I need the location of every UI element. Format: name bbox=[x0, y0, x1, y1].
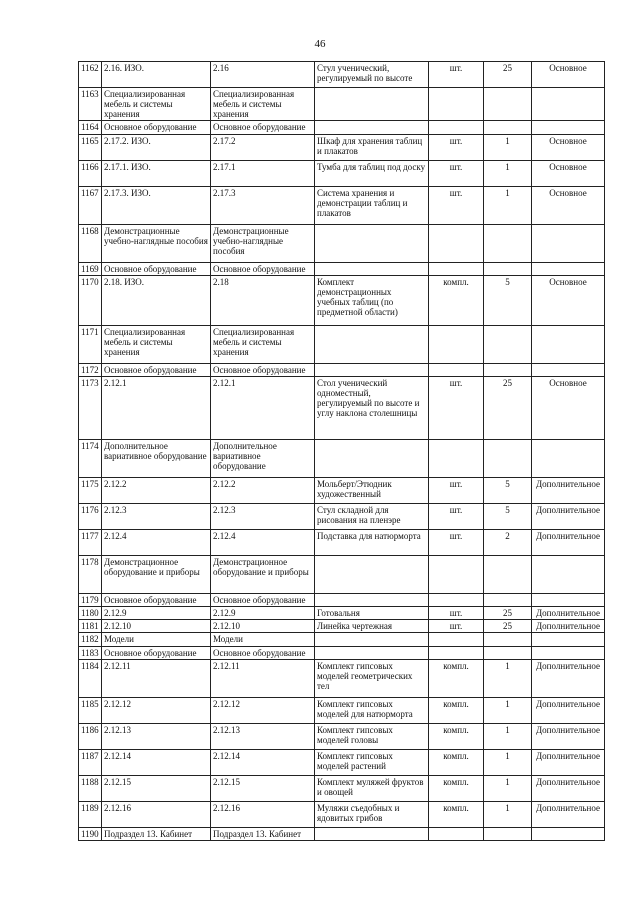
row-type bbox=[532, 439, 605, 477]
table-row bbox=[79, 593, 605, 606]
row-type: Основное bbox=[532, 134, 605, 160]
row-section: 2.12.16 bbox=[102, 801, 211, 827]
row-section: 2.12.11 bbox=[102, 659, 211, 697]
row-unit: шт. bbox=[429, 503, 484, 529]
row-quantity: 1 bbox=[484, 697, 532, 723]
row-type bbox=[532, 224, 605, 262]
row-number: 1174 bbox=[79, 439, 102, 477]
row-unit: шт. bbox=[429, 620, 484, 633]
table-row bbox=[79, 697, 605, 723]
row-section: 2.17.3. ИЗО. bbox=[102, 186, 211, 224]
row-quantity: 25 bbox=[484, 62, 532, 88]
row-name: Мольберт/Этюдник художественный bbox=[315, 477, 429, 503]
row-section: Дополнительное вариативное оборудование bbox=[102, 439, 211, 477]
row-name: Подставка для натюрморта bbox=[315, 529, 429, 555]
row-quantity bbox=[484, 88, 532, 121]
row-section: 2.12.15 bbox=[102, 775, 211, 801]
row-quantity bbox=[484, 633, 532, 646]
row-type bbox=[532, 593, 605, 606]
table-row bbox=[79, 121, 605, 134]
table-row bbox=[79, 62, 605, 88]
row-unit bbox=[429, 439, 484, 477]
row-type bbox=[532, 325, 605, 363]
row-code: Демонстрационные учебно-наглядные пособия bbox=[211, 224, 315, 262]
row-number: 1162 bbox=[79, 62, 102, 88]
row-number: 1184 bbox=[79, 659, 102, 697]
row-name: Комплект демонстрационных учебных таблиц (по предметной области) bbox=[315, 275, 429, 325]
row-type bbox=[532, 633, 605, 646]
row-unit: компл. bbox=[429, 801, 484, 827]
row-name: Стул ученический, регулируемый по высоте bbox=[315, 62, 429, 88]
row-code: 2.12.15 bbox=[211, 775, 315, 801]
row-section: Основное оборудование bbox=[102, 363, 211, 376]
row-quantity bbox=[484, 262, 532, 275]
row-number: 1163 bbox=[79, 88, 102, 121]
row-quantity bbox=[484, 439, 532, 477]
row-name: Тумба для таблиц под доску bbox=[315, 160, 429, 186]
row-unit: компл. bbox=[429, 723, 484, 749]
table-row bbox=[79, 659, 605, 697]
row-type: Основное bbox=[532, 186, 605, 224]
row-type bbox=[532, 555, 605, 593]
row-section: 2.12.14 bbox=[102, 749, 211, 775]
row-type: Дополнительное bbox=[532, 477, 605, 503]
row-section: 2.12.3 bbox=[102, 503, 211, 529]
row-type bbox=[532, 827, 605, 840]
row-code: Дополнительное вариативное оборудование bbox=[211, 439, 315, 477]
table-row bbox=[79, 477, 605, 503]
row-number: 1190 bbox=[79, 827, 102, 840]
row-name bbox=[315, 88, 429, 121]
row-code: Модели bbox=[211, 633, 315, 646]
row-unit bbox=[429, 646, 484, 659]
row-number: 1171 bbox=[79, 325, 102, 363]
row-section: 2.12.4 bbox=[102, 529, 211, 555]
row-name: Комплект гипсовых моделей головы bbox=[315, 723, 429, 749]
row-quantity bbox=[484, 224, 532, 262]
row-number: 1185 bbox=[79, 697, 102, 723]
row-name bbox=[315, 224, 429, 262]
row-code: 2.12.12 bbox=[211, 697, 315, 723]
row-name bbox=[315, 646, 429, 659]
row-quantity: 1 bbox=[484, 801, 532, 827]
row-number: 1177 bbox=[79, 529, 102, 555]
row-section: Модели bbox=[102, 633, 211, 646]
row-unit bbox=[429, 121, 484, 134]
row-name bbox=[315, 555, 429, 593]
row-type: Дополнительное bbox=[532, 697, 605, 723]
row-type bbox=[532, 646, 605, 659]
row-unit: компл. bbox=[429, 775, 484, 801]
row-unit bbox=[429, 593, 484, 606]
row-name bbox=[315, 593, 429, 606]
row-code: 2.17.1 bbox=[211, 160, 315, 186]
row-code: Специализированная мебель и системы хранения bbox=[211, 88, 315, 121]
row-number: 1173 bbox=[79, 376, 102, 439]
row-type: Дополнительное bbox=[532, 801, 605, 827]
row-number: 1176 bbox=[79, 503, 102, 529]
row-type: Основное bbox=[532, 160, 605, 186]
row-quantity bbox=[484, 363, 532, 376]
row-name bbox=[315, 363, 429, 376]
row-name bbox=[315, 325, 429, 363]
row-unit: шт. bbox=[429, 477, 484, 503]
table-row bbox=[79, 325, 605, 363]
row-name bbox=[315, 827, 429, 840]
row-code: 2.12.3 bbox=[211, 503, 315, 529]
table-row bbox=[79, 620, 605, 633]
table-row bbox=[79, 275, 605, 325]
row-name: Комплект гипсовых моделей растений bbox=[315, 749, 429, 775]
table-row bbox=[79, 827, 605, 840]
row-code: 2.12.13 bbox=[211, 723, 315, 749]
row-number: 1189 bbox=[79, 801, 102, 827]
row-unit: компл. bbox=[429, 749, 484, 775]
row-unit: шт. bbox=[429, 607, 484, 620]
row-number: 1186 bbox=[79, 723, 102, 749]
row-quantity: 1 bbox=[484, 186, 532, 224]
row-name: Стул складной для рисования на пленэре bbox=[315, 503, 429, 529]
row-number: 1178 bbox=[79, 555, 102, 593]
row-code: Основное оборудование bbox=[211, 363, 315, 376]
row-number: 1169 bbox=[79, 262, 102, 275]
row-number: 1170 bbox=[79, 275, 102, 325]
row-quantity bbox=[484, 646, 532, 659]
row-type: Дополнительное bbox=[532, 775, 605, 801]
row-code: 2.17.3 bbox=[211, 186, 315, 224]
row-unit: компл. bbox=[429, 659, 484, 697]
row-code: 2.17.2 bbox=[211, 134, 315, 160]
row-code: 2.18 bbox=[211, 275, 315, 325]
page-number: 46 bbox=[314, 38, 326, 50]
row-quantity bbox=[484, 555, 532, 593]
table-row bbox=[79, 607, 605, 620]
row-type bbox=[532, 262, 605, 275]
row-name bbox=[315, 439, 429, 477]
row-unit: шт. bbox=[429, 134, 484, 160]
table-row bbox=[79, 160, 605, 186]
row-quantity bbox=[484, 593, 532, 606]
table-row bbox=[79, 633, 605, 646]
row-code: 2.12.1 bbox=[211, 376, 315, 439]
row-number: 1168 bbox=[79, 224, 102, 262]
table-row bbox=[79, 749, 605, 775]
row-quantity: 5 bbox=[484, 275, 532, 325]
row-type: Основное bbox=[532, 62, 605, 88]
row-code: 2.12.2 bbox=[211, 477, 315, 503]
row-quantity: 5 bbox=[484, 477, 532, 503]
row-name: Комплект гипсовых моделей геометрических тел bbox=[315, 659, 429, 697]
row-unit bbox=[429, 555, 484, 593]
table-row bbox=[79, 801, 605, 827]
row-code: Подраздел 13. Кабинет bbox=[211, 827, 315, 840]
row-quantity bbox=[484, 827, 532, 840]
row-number: 1166 bbox=[79, 160, 102, 186]
table-row bbox=[79, 262, 605, 275]
row-unit: шт. bbox=[429, 160, 484, 186]
row-name: Система хранения и демонстрации таблиц и плакатов bbox=[315, 186, 429, 224]
row-code: 2.12.4 bbox=[211, 529, 315, 555]
row-section: 2.12.10 bbox=[102, 620, 211, 633]
row-section: 2.17.1. ИЗО. bbox=[102, 160, 211, 186]
row-unit: компл. bbox=[429, 697, 484, 723]
row-section: Специализированная мебель и системы хранения bbox=[102, 325, 211, 363]
row-quantity: 25 bbox=[484, 607, 532, 620]
row-number: 1180 bbox=[79, 607, 102, 620]
table-row bbox=[79, 503, 605, 529]
equipment-table bbox=[78, 61, 605, 841]
row-unit: шт. bbox=[429, 529, 484, 555]
row-type: Дополнительное bbox=[532, 503, 605, 529]
table-row bbox=[79, 363, 605, 376]
table-row bbox=[79, 439, 605, 477]
row-section: 2.16. ИЗО. bbox=[102, 62, 211, 88]
row-number: 1167 bbox=[79, 186, 102, 224]
row-type: Основное bbox=[532, 275, 605, 325]
row-number: 1187 bbox=[79, 749, 102, 775]
row-type: Основное bbox=[532, 376, 605, 439]
row-section: Подраздел 13. Кабинет bbox=[102, 827, 211, 840]
row-quantity: 5 bbox=[484, 503, 532, 529]
row-code: Основное оборудование bbox=[211, 593, 315, 606]
row-unit bbox=[429, 633, 484, 646]
row-section: 2.12.9 bbox=[102, 607, 211, 620]
row-unit: шт. bbox=[429, 186, 484, 224]
row-section: Основное оборудование bbox=[102, 593, 211, 606]
row-section: 2.12.2 bbox=[102, 477, 211, 503]
row-unit: шт. bbox=[429, 62, 484, 88]
row-type bbox=[532, 88, 605, 121]
row-number: 1179 bbox=[79, 593, 102, 606]
row-code: 2.12.10 bbox=[211, 620, 315, 633]
row-section: Основное оборудование bbox=[102, 646, 211, 659]
row-number: 1175 bbox=[79, 477, 102, 503]
row-type bbox=[532, 363, 605, 376]
row-number: 1188 bbox=[79, 775, 102, 801]
row-number: 1165 bbox=[79, 134, 102, 160]
row-type: Дополнительное bbox=[532, 723, 605, 749]
row-quantity: 25 bbox=[484, 620, 532, 633]
row-number: 1182 bbox=[79, 633, 102, 646]
table-row bbox=[79, 555, 605, 593]
table-row bbox=[79, 224, 605, 262]
row-section: 2.12.12 bbox=[102, 697, 211, 723]
row-name: Стол ученический одноместный, регулируемый по высоте и углу наклона столешницы bbox=[315, 376, 429, 439]
row-code: Основное оборудование bbox=[211, 262, 315, 275]
row-name: Муляжи съедобных и ядовитых грибов bbox=[315, 801, 429, 827]
table-row bbox=[79, 723, 605, 749]
row-number: 1181 bbox=[79, 620, 102, 633]
row-unit: шт. bbox=[429, 376, 484, 439]
row-section: Основное оборудование bbox=[102, 121, 211, 134]
row-name: Шкаф для хранения таблиц и плакатов bbox=[315, 134, 429, 160]
row-type: Дополнительное bbox=[532, 659, 605, 697]
row-name: Линейка чертежная bbox=[315, 620, 429, 633]
row-quantity: 1 bbox=[484, 775, 532, 801]
table-row bbox=[79, 646, 605, 659]
row-section: Специализированная мебель и системы хранения bbox=[102, 88, 211, 121]
row-name bbox=[315, 633, 429, 646]
row-code: 2.12.14 bbox=[211, 749, 315, 775]
row-section: 2.18. ИЗО. bbox=[102, 275, 211, 325]
row-unit: компл. bbox=[429, 275, 484, 325]
row-code: 2.12.11 bbox=[211, 659, 315, 697]
row-quantity: 1 bbox=[484, 723, 532, 749]
table-row bbox=[79, 134, 605, 160]
row-type: Дополнительное bbox=[532, 529, 605, 555]
row-number: 1172 bbox=[79, 363, 102, 376]
row-name: Готовальня bbox=[315, 607, 429, 620]
row-name bbox=[315, 262, 429, 275]
table-row bbox=[79, 376, 605, 439]
row-code: Специализированная мебель и системы хранения bbox=[211, 325, 315, 363]
row-quantity: 1 bbox=[484, 659, 532, 697]
row-type: Дополнительное bbox=[532, 620, 605, 633]
row-code: 2.12.9 bbox=[211, 607, 315, 620]
row-name: Комплект муляжей фруктов и овощей bbox=[315, 775, 429, 801]
row-type bbox=[532, 121, 605, 134]
row-unit bbox=[429, 325, 484, 363]
row-unit bbox=[429, 363, 484, 376]
row-name: Комплект гипсовых моделей для натюрморта bbox=[315, 697, 429, 723]
row-name bbox=[315, 121, 429, 134]
row-type: Дополнительное bbox=[532, 607, 605, 620]
row-code: Основное оборудование bbox=[211, 646, 315, 659]
row-number: 1183 bbox=[79, 646, 102, 659]
row-unit bbox=[429, 224, 484, 262]
row-code: 2.12.16 bbox=[211, 801, 315, 827]
row-quantity: 2 bbox=[484, 529, 532, 555]
table-row bbox=[79, 186, 605, 224]
row-section: Основное оборудование bbox=[102, 262, 211, 275]
table-row bbox=[79, 88, 605, 121]
table-row bbox=[79, 529, 605, 555]
row-unit bbox=[429, 827, 484, 840]
row-code: Демонстрационное оборудование и приборы bbox=[211, 555, 315, 593]
row-quantity: 1 bbox=[484, 749, 532, 775]
row-type: Дополнительное bbox=[532, 749, 605, 775]
row-section: Демонстрационные учебно-наглядные пособия bbox=[102, 224, 211, 262]
row-quantity bbox=[484, 325, 532, 363]
row-quantity: 1 bbox=[484, 134, 532, 160]
row-section: 2.12.1 bbox=[102, 376, 211, 439]
row-quantity bbox=[484, 121, 532, 134]
row-number: 1164 bbox=[79, 121, 102, 134]
row-quantity: 1 bbox=[484, 160, 532, 186]
table-body bbox=[79, 62, 605, 841]
row-section: 2.12.13 bbox=[102, 723, 211, 749]
row-code: 2.16 bbox=[211, 62, 315, 88]
row-section: 2.17.2. ИЗО. bbox=[102, 134, 211, 160]
row-code: Основное оборудование bbox=[211, 121, 315, 134]
row-unit bbox=[429, 88, 484, 121]
row-section: Демонстрационное оборудование и приборы bbox=[102, 555, 211, 593]
row-unit bbox=[429, 262, 484, 275]
row-quantity: 25 bbox=[484, 376, 532, 439]
table-row bbox=[79, 775, 605, 801]
